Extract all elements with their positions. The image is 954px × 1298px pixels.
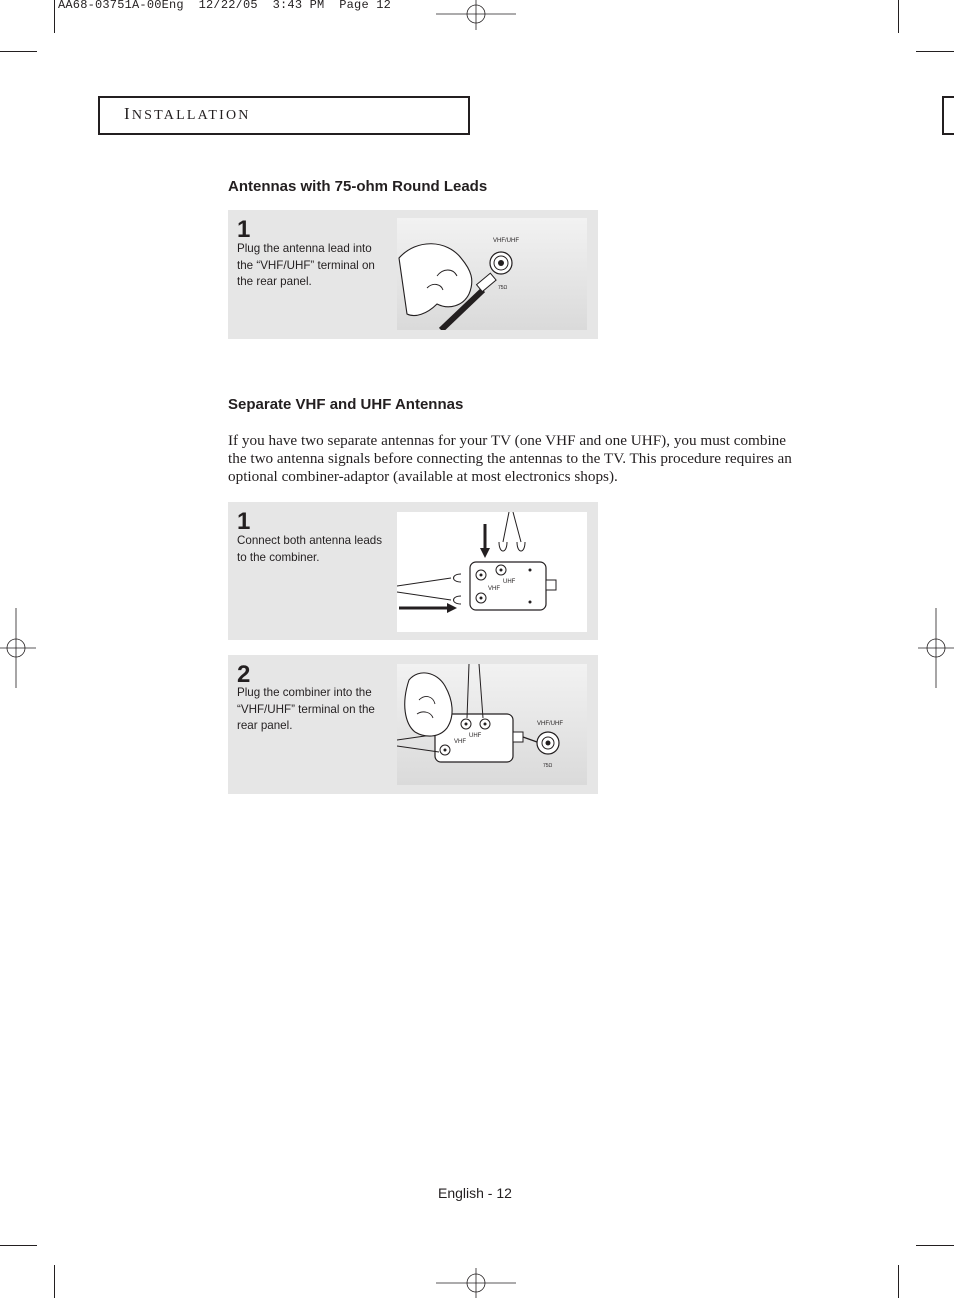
thumb-tab (942, 96, 954, 135)
step-number: 1 (237, 216, 251, 243)
intro-paragraph: If you have two separate antennas for your TV (one VHF and one UHF), you must combine the two antenna signals before connecting the antennas to the TV. This procedure requires an optional combiner-adaptor (available at most electronics shops). (228, 432, 792, 485)
registration-mark-bottom (436, 1268, 516, 1298)
crop-mark (916, 51, 954, 52)
step-number: 2 (237, 661, 251, 688)
crop-mark (916, 1245, 954, 1246)
ohm-label: 75Ω (498, 285, 508, 291)
combiner-icon (397, 512, 587, 632)
crop-mark (898, 1265, 899, 1298)
hand-plug-icon (397, 218, 587, 330)
print-slug: AA68-03751A-00Eng 12/22/05 3:43 PM Page 12 (58, 0, 392, 12)
combiner-plug-icon (397, 664, 587, 785)
terminal-label: VHF/UHF (537, 721, 563, 727)
illustration-combiner-to-tv (397, 664, 587, 785)
section-title (124, 104, 251, 124)
illustration-antenna-lead (397, 218, 587, 330)
crop-mark (0, 51, 37, 52)
uhf-label: UHF (469, 733, 482, 739)
crop-mark (898, 0, 899, 33)
registration-mark-left (0, 608, 40, 688)
crop-mark (0, 1245, 37, 1246)
step-text: Connect both antenna leads to the combiner. (237, 534, 383, 564)
section-title-initial: I (124, 104, 132, 123)
step-text: Plug the combiner into the “VHF/UHF” terminal on the rear panel. (237, 686, 375, 733)
step-number: 1 (237, 508, 251, 535)
step-panel (228, 210, 598, 339)
page-number: English - 12 (438, 1185, 512, 1201)
vhf-label: VHF (454, 739, 466, 745)
step-text: Plug the antenna lead into the “VHF/UHF” terminal on the rear panel. (237, 242, 375, 289)
step-panel (228, 655, 598, 794)
heading-separate: Separate VHF and UHF Antennas (228, 396, 464, 413)
terminal-label: VHF/UHF (493, 238, 519, 244)
crop-mark (54, 0, 55, 33)
uhf-label: UHF (503, 579, 516, 585)
registration-mark-top (436, 0, 516, 30)
heading-75ohm: Antennas with 75-ohm Round Leads (228, 178, 488, 195)
illustration-combiner (397, 512, 587, 632)
registration-mark-right (914, 608, 954, 688)
section-title-rest: NSTALLATION (131, 108, 251, 123)
ohm-label: 75Ω (543, 763, 553, 769)
vhf-label: VHF (488, 586, 500, 592)
step-panel (228, 502, 598, 640)
crop-mark (54, 1265, 55, 1298)
